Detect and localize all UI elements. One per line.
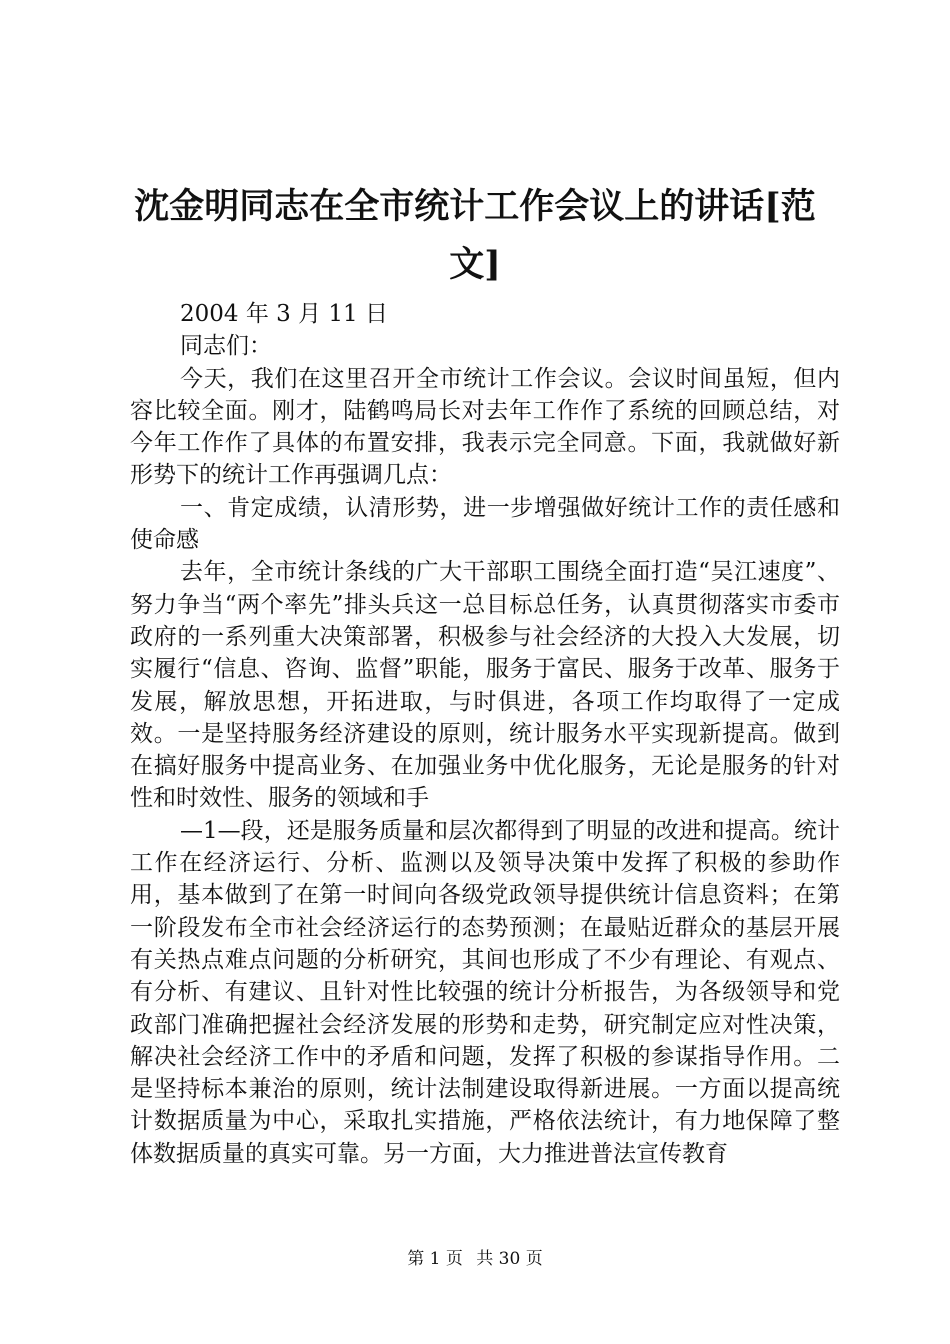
- paragraph-achievements: 去年，全市统计条线的广大干部职工围绕全面打造“吴江速度”、努力争当“两个率先”排头兵这一总目标总任务，认真贯彻落实市委市政府的一系列重大决策部署，积极参与社会经济的大投入大发展，切实履行“信息、咨询、监督”职能，服务于富民、服务于改革、服务于发展，解放思想，开拓进取，与时俱进，各项工作均取得了一定成效。一是坚持服务经济建设的原则，统计服务水平实现新提高。做到在搞好服务中提高业务、在加强业务中优化服务，无论是服务的针对性和时效性、服务的领域和手: [130, 559, 840, 812]
- paragraph-continuation: —1—段，还是服务质量和层次都得到了明显的改进和提高。统计工作在经济运行、分析、监测以及领导决策中发挥了积极的参助作用，基本做到了在第一时间向各级党政领导提供统计信息资料；在第一阶段发布全市社会经济运行的态势预测；在最贴近群众的基层开展有关热点难点问题的分析研究，其间也形成了不少有理论、有观点、有分析、有建议、且针对性比较强的统计分析报告，为各级领导和党政部门准确把握社会经济发展的形势和走势，研究制定应对性决策，解决社会经济工作中的矛盾和问题，发挥了积极的参谋指导作用。二是坚持标本兼治的原则，统计法制建设取得新进展。一方面以提高统计数据质量为中心，采取扎实措施，严格依法统计，有力地保障了整体数据质量的真实可靠。另一方面，大力推进普法宣传教育: [130, 817, 840, 1167]
- page-number: 第 1 页: [407, 1249, 463, 1269]
- document-body: [130, 298, 840, 1170]
- document-title: 沈金明同志在全市统计工作会议上的讲话[范文]: [134, 186, 816, 285]
- salutation: 同志们：: [180, 333, 272, 360]
- paragraph-intro: 今天，我们在这里召开全市统计工作会议。会议时间虽短，但内容比较全面。刚才，陆鹤鸣局长对去年工作作了系统的回顾总结，对今年工作作了具体的布置安排，我表示完全同意。下面，我就做好新形势下的统计工作再强调几点：: [130, 365, 840, 489]
- section-heading-1: 一、肯定成绩，认清形势，进一步增强做好统计工作的责任感和使命感: [130, 494, 840, 554]
- page-footer: [0, 1244, 950, 1269]
- document-date: 2004 年 3 月 11 日: [180, 301, 388, 327]
- page-total: 共 30 页: [476, 1249, 543, 1269]
